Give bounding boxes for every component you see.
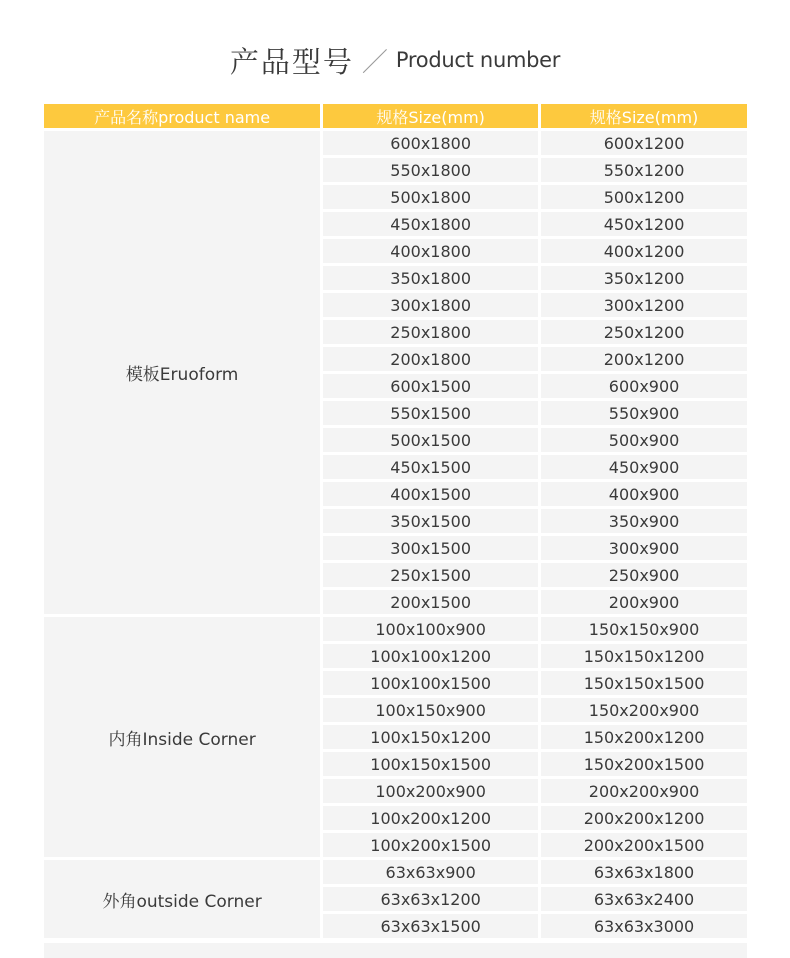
size-cell-a: 350x1800: [323, 266, 538, 290]
size-cell-a: 100x200x900: [323, 779, 538, 803]
size-cell-b: 150x200x1200: [541, 725, 747, 749]
table-header-row: [44, 104, 747, 128]
product-spec-table: [41, 101, 750, 941]
size-cell-b: 200x200x1200: [541, 806, 747, 830]
size-cell-a: 100x150x1500: [323, 752, 538, 776]
size-cell-a: 250x1500: [323, 563, 538, 587]
size-cell-b: 400x900: [541, 482, 747, 506]
size-cell-b: 200x200x1500: [541, 833, 747, 857]
size-cell-a: 450x1500: [323, 455, 538, 479]
size-cell-b: 150x200x1500: [541, 752, 747, 776]
size-cell-a: 63x63x1200: [323, 887, 538, 911]
size-cell-b: 150x150x1200: [541, 644, 747, 668]
size-cell-b: 150x150x1500: [541, 671, 747, 695]
size-cell-b: 63x63x3000: [541, 914, 747, 938]
product-name-cell: 模板Eruoform: [44, 131, 320, 614]
size-cell-b: 300x1200: [541, 293, 747, 317]
size-cell-b: 500x1200: [541, 185, 747, 209]
size-cell-a: 300x1800: [323, 293, 538, 317]
size-cell-a: 100x100x1200: [323, 644, 538, 668]
size-cell-b: 600x1200: [541, 131, 747, 155]
size-cell-b: 550x1200: [541, 158, 747, 182]
size-cell-a: 100x100x1500: [323, 671, 538, 695]
size-cell-b: 600x900: [541, 374, 747, 398]
size-cell-b: 400x1200: [541, 239, 747, 263]
column-header-size-b: 规格Size(mm): [541, 104, 747, 128]
size-cell-a: 600x1500: [323, 374, 538, 398]
size-cell-b: 200x900: [541, 590, 747, 614]
size-cell-b: 150x150x900: [541, 617, 747, 641]
size-cell-a: 200x1800: [323, 347, 538, 371]
size-cell-a: 63x63x900: [323, 860, 538, 884]
page-title-chinese: 产品型号: [229, 44, 354, 79]
page-title-english: Product number: [395, 48, 561, 72]
product-table-container: [44, 104, 747, 938]
product-name-cell: 外角outside Corner: [44, 860, 320, 938]
size-cell-a: 400x1500: [323, 482, 538, 506]
size-cell-a: 63x63x1500: [323, 914, 538, 938]
size-cell-a: 550x1500: [323, 401, 538, 425]
size-cell-a: 200x1500: [323, 590, 538, 614]
size-cell-b: 450x1200: [541, 212, 747, 236]
size-cell-b: 350x900: [541, 509, 747, 533]
size-cell-b: 63x63x1800: [541, 860, 747, 884]
size-cell-b: 550x900: [541, 401, 747, 425]
size-cell-a: 100x200x1500: [323, 833, 538, 857]
size-cell-b: 200x1200: [541, 347, 747, 371]
size-cell-b: 450x900: [541, 455, 747, 479]
size-cell-b: 250x1200: [541, 320, 747, 344]
size-cell-b: 300x900: [541, 536, 747, 560]
column-header-size-a: 规格Size(mm): [323, 104, 538, 128]
size-cell-a: 550x1800: [323, 158, 538, 182]
size-cell-b: 200x200x900: [541, 779, 747, 803]
size-cell-a: 500x1800: [323, 185, 538, 209]
size-cell-a: 100x150x1200: [323, 725, 538, 749]
title-separator: ／: [361, 47, 388, 78]
size-cell-a: 100x150x900: [323, 698, 538, 722]
size-cell-b: 250x900: [541, 563, 747, 587]
size-cell-a: 100x100x900: [323, 617, 538, 641]
table-row: [44, 617, 747, 641]
size-cell-a: 350x1500: [323, 509, 538, 533]
product-name-cell: 内角Inside Corner: [44, 617, 320, 857]
table-row: [44, 131, 747, 155]
size-cell-a: 250x1800: [323, 320, 538, 344]
size-cell-a: 400x1800: [323, 239, 538, 263]
size-cell-a: 300x1500: [323, 536, 538, 560]
size-cell-a: 450x1800: [323, 212, 538, 236]
table-body: [44, 131, 747, 938]
size-cell-b: 63x63x2400: [541, 887, 747, 911]
size-cell-a: 600x1800: [323, 131, 538, 155]
column-header-product-name: 产品名称product name: [44, 104, 320, 128]
page-header: [0, 38, 790, 82]
table-row: [44, 860, 747, 884]
size-cell-a: 500x1500: [323, 428, 538, 452]
table-footer-bar: [44, 943, 747, 958]
size-cell-b: 150x200x900: [541, 698, 747, 722]
size-cell-a: 100x200x1200: [323, 806, 538, 830]
size-cell-b: 500x900: [541, 428, 747, 452]
size-cell-b: 350x1200: [541, 266, 747, 290]
